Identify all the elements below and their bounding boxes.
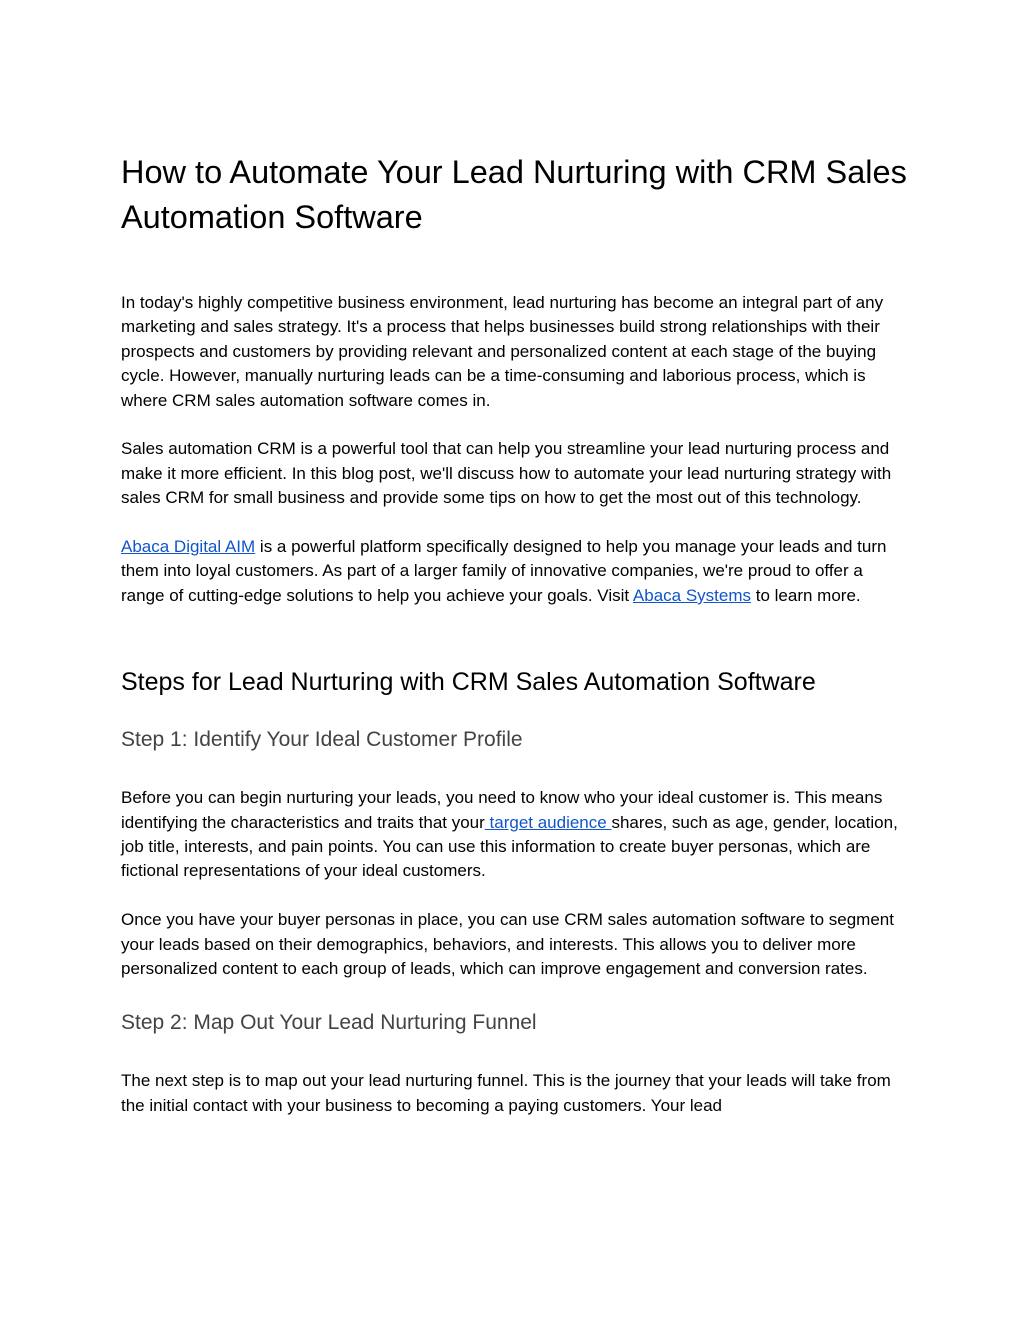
step-1-paragraph-1 bbox=[121, 786, 911, 884]
page-title: How to Automate Your Lead Nurturing with CRM Sales Automation Software bbox=[121, 154, 907, 235]
step-2-heading: Step 2: Map Out Your Lead Nurturing Funnel bbox=[121, 1011, 537, 1035]
target-audience-link[interactable]: target audience bbox=[484, 812, 612, 832]
intro-paragraph-3-text-2: to learn more. bbox=[751, 585, 861, 605]
step-1-paragraph-2: Once you have your buyer personas in place, you can use CRM sales automation software to segment your leads based on their demographics, behaviors, and interests. This allows you to deliver more personalized content to each group of leads, which can improve engagement and conversion rates. bbox=[121, 910, 894, 979]
step-1-heading: Step 1: Identify Your Ideal Customer Profile bbox=[121, 728, 523, 752]
step-1-paragraph-1-text-1: Before you can begin nurturing your leads, you need to know who your ideal customer is. This means identifying the characteristics and traits that your bbox=[121, 788, 883, 832]
intro-paragraph-1: In today's highly competitive business environment, lead nurturing has become an integral part of any marketing and sales strategy. It's a process that helps businesses build strong relationships with their prospects and customers by providing relevant and personalized content at each stage of the buying cycle. However, manually nurturing leads can be a time-consuming and laborious process, which is where CRM sales automation software comes in. bbox=[121, 293, 884, 410]
step-1-paragraph-1-text-2: shares, such as age, gender, location, job title, interests, and pain points. You can use this information to create buyer personas, which are fictional representations of your ideal customers. bbox=[121, 812, 898, 881]
intro-paragraph-3 bbox=[121, 535, 911, 608]
document-page bbox=[121, 150, 911, 1118]
step-2-paragraph-1: The next step is to map out your lead nurturing funnel. This is the journey that your leads will take from the initial contact with your business to becoming a paying customers. Your lead bbox=[121, 1071, 891, 1115]
intro-paragraph-3-text-1: is a powerful platform specifically designed to help you manage your leads and turn them into loyal customers. As part of a larger family of innovative companies, we're proud to offer a range of cutting-edge solutions to help you achieve your goals. Visit bbox=[121, 537, 887, 605]
abaca-systems-link[interactable]: Abaca Systems bbox=[632, 585, 752, 605]
section-heading: Steps for Lead Nurturing with CRM Sales Automation Software bbox=[121, 668, 816, 697]
abaca-digital-aim-link[interactable]: Abaca Digital AIM bbox=[121, 537, 256, 557]
intro-paragraph-2: Sales automation CRM is a powerful tool that can help you streamline your lead nurturing process and make it more efficient. In this blog post, we'll discuss how to automate your lead nurturing strategy with sales CRM for small business and provide some tips on how to get the most out of this technology. bbox=[121, 439, 892, 508]
